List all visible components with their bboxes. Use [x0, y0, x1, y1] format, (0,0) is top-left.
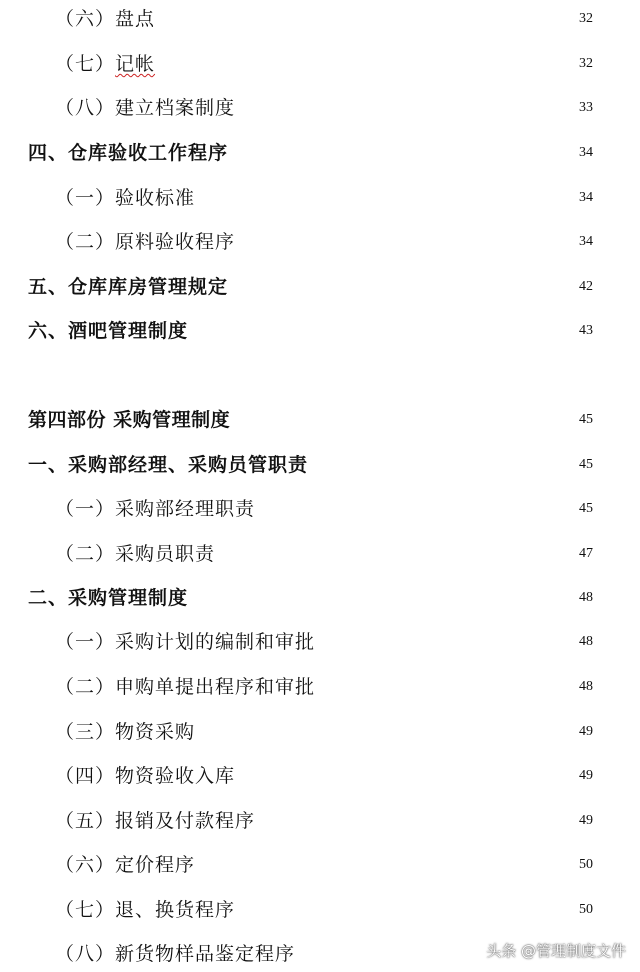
- toc-entry-title: （三）物资采购: [55, 721, 196, 743]
- toc-entry-title: 一、采购部经理、采购员管职责: [28, 454, 309, 476]
- toc-entry-page: 42: [579, 279, 593, 294]
- toc-entry-page: 32: [579, 56, 593, 71]
- toc-entry-page: 45: [579, 457, 593, 472]
- toc-entry-page: 34: [579, 190, 593, 205]
- toc-entry: [0, 805, 640, 837]
- toc-entry-title-prefix: （七）: [55, 53, 116, 75]
- toc-entry-title: （四）物资验收入库: [55, 765, 236, 787]
- toc-entry-page: 34: [579, 234, 593, 249]
- toc-entry-title: 第四部份 采购管理制度: [28, 409, 231, 431]
- toc-entry-page: 34: [579, 145, 593, 160]
- toc-entry: [0, 226, 640, 258]
- toc-entry-title: （六）盘点: [55, 8, 156, 30]
- toc-section-heading: [0, 137, 640, 169]
- toc-entry-title: （二）申购单提出程序和审批: [55, 676, 316, 698]
- toc-entry: [0, 3, 640, 35]
- toc-entry: [0, 849, 640, 881]
- toc-section-heading: [0, 582, 640, 614]
- toc-entry-page: 49: [579, 724, 593, 739]
- toc-section-heading: [0, 271, 640, 303]
- toc-entry-title: （七）退、换货程序: [55, 899, 236, 921]
- toc-entry-page: 48: [579, 634, 593, 649]
- toc-part-heading: [0, 404, 640, 436]
- toc-entry-page: 45: [579, 412, 593, 427]
- toc-entry-title: （八）新货物样品鉴定程序: [55, 943, 296, 965]
- toc-entry-page: 48: [579, 679, 593, 694]
- toc-entry: [0, 716, 640, 748]
- toc-entry: [0, 92, 640, 124]
- toc-entry-title: （一）采购计划的编制和审批: [55, 631, 316, 653]
- toc-entry: [0, 182, 640, 214]
- toc-entry-page: 48: [579, 590, 593, 605]
- toc-entry-title: 六、酒吧管理制度: [28, 320, 189, 342]
- toc-entry: [0, 626, 640, 658]
- toc-entry-title: （一）采购部经理职责: [55, 498, 256, 520]
- toc-entry-page: 43: [579, 323, 593, 338]
- toc-entry-title: （六）定价程序: [55, 854, 196, 876]
- toc-entry-title: （五）报销及付款程序: [55, 810, 256, 832]
- toc-section-heading: [0, 449, 640, 481]
- toc-entry: [0, 894, 640, 926]
- toc-entry-title: 五、仓库库房管理规定: [28, 276, 229, 298]
- toc-entry: [0, 493, 640, 525]
- toc-section-heading: [0, 315, 640, 347]
- toc-entry: [0, 671, 640, 703]
- spellcheck-marked-word: 记帐: [115, 53, 156, 75]
- toc-entry-title: 四、仓库验收工作程序: [28, 142, 229, 164]
- toc-entry-title: （八）建立档案制度: [55, 97, 236, 119]
- toc-entry-page: 45: [579, 501, 593, 516]
- toc-entry: [0, 48, 640, 80]
- toc-entry-title: （二）原料验收程序: [55, 231, 236, 253]
- toc-entry-page: 50: [579, 857, 593, 872]
- toc-entry: [0, 760, 640, 792]
- toc-entry-page: 47: [579, 546, 593, 561]
- toc-entry-page: 33: [579, 100, 593, 115]
- toc-entry-title: （一）验收标准: [55, 187, 196, 209]
- toc-entry-title: （二）采购员职责: [55, 543, 216, 565]
- toc-entry-title: 二、采购管理制度: [28, 587, 189, 609]
- toc-entry-page: 32: [579, 11, 593, 26]
- toc-entry-page: 49: [579, 768, 593, 783]
- source-watermark: 头条 @管理制度文件: [486, 942, 626, 960]
- toc-entry-page: 49: [579, 813, 593, 828]
- toc-entry-title: [55, 48, 155, 80]
- toc-entry: [0, 538, 640, 570]
- toc-entry-page: 50: [579, 902, 593, 917]
